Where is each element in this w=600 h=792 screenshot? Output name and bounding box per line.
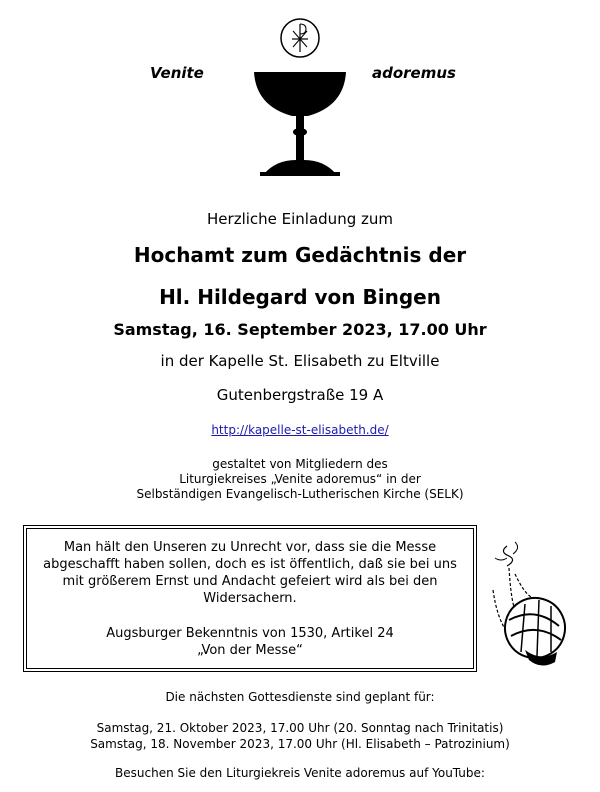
quote-line: Widersachern. xyxy=(203,591,297,606)
service-item: Samstag, 21. Oktober 2023, 17.00 Uhr (20. Sonntag nach Trinitatis) xyxy=(96,721,504,735)
chalice-host-icon xyxy=(246,14,356,179)
next-services-heading: Die nächsten Gottesdienste sind geplant für: xyxy=(165,690,435,704)
quote-inner xyxy=(26,528,474,669)
event-location: in der Kapelle St. Elisabeth zu Eltville xyxy=(160,352,440,370)
quote-line: mit größerem Ernst und Andacht gefeiert wird als bei den xyxy=(62,574,438,589)
quote-line: abgeschafft haben sollen, doch es ist öffentlich, daß sie bei uns xyxy=(43,557,457,572)
quote-line: Man hält den Unseren zu Unrecht vor, dass sie die Messe xyxy=(63,540,437,555)
motto-adoremus: adoremus xyxy=(372,64,456,82)
organizer-line: Liturgiekreises „Venite adoremus“ in der xyxy=(179,472,421,486)
quote-source: Augsburger Bekenntnis von 1530, Artikel 24 xyxy=(106,626,394,641)
quote-box xyxy=(23,525,477,672)
organizer-text xyxy=(0,457,600,502)
service-item: Samstag, 18. November 2023, 17.00 Uhr (Hl. Elisabeth – Patrozinium) xyxy=(90,737,510,751)
motto-venite: Venite xyxy=(150,64,204,82)
quote-source-title: „Von der Messe“ xyxy=(197,643,303,658)
event-street: Gutenbergstraße 19 A xyxy=(216,386,384,404)
title-line-1: Hochamt zum Gedächtnis der xyxy=(133,243,467,267)
censer-icon xyxy=(485,540,577,675)
next-services-list xyxy=(0,720,600,752)
invitation-intro: Herzliche Einladung zum xyxy=(207,210,393,228)
event-datetime: Samstag, 16. September 2023, 17.00 Uhr xyxy=(113,320,487,339)
organizer-line: gestaltet von Mitgliedern des xyxy=(212,457,388,471)
title-line-2: Hl. Hildegard von Bingen xyxy=(159,285,441,309)
organizer-line: Selbständigen Evangelisch-Lutherischen Kirche (SELK) xyxy=(136,487,464,501)
youtube-note: Besuchen Sie den Liturgiekreis Venite adoremus auf YouTube: xyxy=(115,766,485,780)
website-link[interactable]: http://kapelle-st-elisabeth.de/ xyxy=(211,423,389,437)
